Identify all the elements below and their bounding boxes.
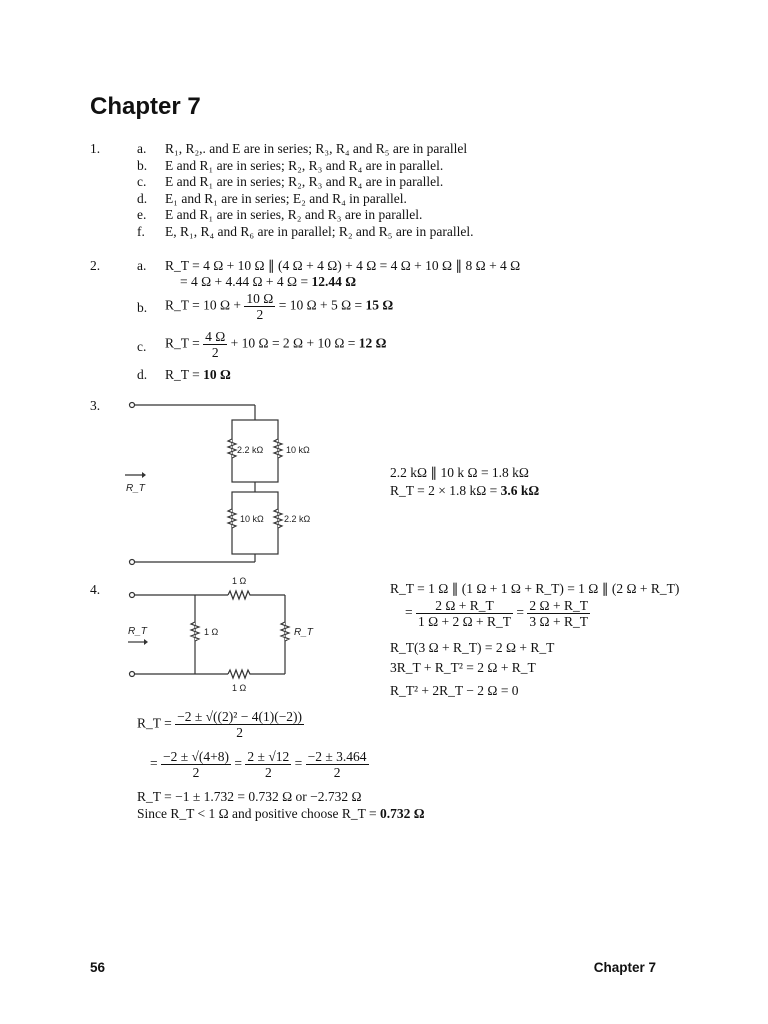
- problem-3-line1: 2.2 kΩ ∥ 10 k Ω = 1.8 kΩ: [390, 465, 529, 480]
- problem-4-eq5: R_T² + 2R_T − 2 Ω = 0: [390, 683, 519, 698]
- problem-2a-line2: = 4 Ω + 4.44 Ω + 4 Ω = 12.44 Ω: [180, 274, 356, 289]
- problem-2a-letter: a.: [137, 258, 147, 273]
- p4-rt-label: R_T: [128, 626, 147, 637]
- p4-r-rt-label: R_T: [294, 627, 313, 638]
- p3-r-top-right-label: 10 kΩ: [286, 445, 310, 455]
- p3-r-bot-left-label: 10 kΩ: [240, 514, 264, 524]
- problem-2b-equation: R_T = 10 Ω + $\frac{10 \Omega}{2}$ = 10 Ω + 5 Ω = 15 Ω: [165, 291, 394, 322]
- problem-2d-equation: R_T = 10 Ω: [165, 367, 231, 382]
- problem-1-item-text: E and R₁ are in series; R₂, R₃ and R₄ are in parallel.: [165, 174, 444, 189]
- problem-1-number: 1.: [90, 141, 101, 156]
- problem-2c-letter: c.: [137, 339, 147, 354]
- problem-4-number: 4.: [90, 582, 101, 597]
- problem-2a-line1: R_T = 4 Ω + 10 Ω ∥ (4 Ω + 4 Ω) + 4 Ω = 4 Ω + 10 Ω ∥ 8 Ω + 4 Ω: [165, 258, 521, 273]
- problem-1-item-text: E, R₁, R₄ and R₆ are in parallel; R₂ and R₅ are in parallel.: [165, 223, 474, 239]
- problem-1-item: [137, 224, 473, 241]
- problem-2d-letter: d.: [137, 367, 148, 382]
- p3-rt-label: R_T: [126, 483, 145, 494]
- problem-1-item: [137, 191, 473, 208]
- problem-4-eq2: = $\frac{2 \Omega + R\_T}{1 \Omega + 2 \Omega + R\_T}$ = $\frac{2 \Omega + R\_T}{3 \Omega + R\_T}$: [405, 598, 588, 629]
- p4-r-mid-label: 1 Ω: [204, 627, 219, 637]
- problem-3-number: 3.: [90, 398, 101, 413]
- problem-2c-equation: R_T = $\frac{4 \Omega}{2}$ + 10 Ω = 2 Ω + 10 Ω = 12 Ω: [165, 329, 387, 360]
- problem-3-circuit: [120, 395, 320, 570]
- chapter-title: Chapter 7: [90, 93, 201, 120]
- problem-1-item-letter: a.: [137, 141, 147, 156]
- problem-4-result1: R_T = −1 ± 1.732 = 0.732 Ω or −2.732 Ω: [137, 789, 362, 804]
- problem-1-item: [137, 207, 473, 224]
- problem-4-result2: Since R_T < 1 Ω and positive choose R_T = 0.732 Ω: [137, 806, 425, 821]
- p3-r-bot-right-label: 2.2 kΩ: [284, 514, 311, 524]
- problem-1-item-letter: b.: [137, 157, 148, 173]
- problem-4-quadratic: R_T = $\frac{\text{−2 ± √((2)² − 4(1)(−2))}}{2}$: [137, 709, 303, 740]
- problem-1-item-letter: d.: [137, 190, 148, 206]
- problem-2b-letter: b.: [137, 300, 148, 315]
- p4-r-bot-label: 1 Ω: [232, 683, 247, 693]
- footer-page-number: 56: [90, 960, 106, 975]
- problem-4-simplify: = $\frac{-2 \pm √(4+8)}{2}$ = $\frac{2 \pm √12}{2}$ = $\frac{-2 \pm 3.464}{2}$: [150, 749, 367, 780]
- p4-r-top-label: 1 Ω: [232, 576, 247, 586]
- problem-1-item: [137, 141, 473, 158]
- problem-1-item-text: E and R₁ are in series; R₂, R₃ and R₄ are in parallel.: [165, 157, 444, 173]
- p3-r-top-left-label: 2.2 kΩ: [237, 445, 264, 455]
- problem-3-line2: R_T = 2 × 1.8 kΩ = 3.6 kΩ: [390, 483, 540, 498]
- problem-1-item-letter: f.: [137, 223, 145, 239]
- problem-1-item-letter: c.: [137, 174, 147, 189]
- problem-1-item-text: E₁ and R₁ are in series; E₂ and R₄ in parallel.: [165, 190, 407, 206]
- problem-1-item: [137, 158, 473, 175]
- problem-1-item: [137, 174, 473, 191]
- footer-chapter: Chapter 7: [593, 960, 656, 975]
- problem-4-circuit: [120, 570, 320, 698]
- problem-1-list: [137, 141, 473, 240]
- problem-4-eq4: 3R_T + R_T² = 2 Ω + R_T: [390, 660, 536, 675]
- problem-4-eq3: R_T(3 Ω + R_T) = 2 Ω + R_T: [390, 640, 555, 655]
- problem-1-item-text: E and R₁ are in series, R₂ and R₃ are in parallel.: [165, 207, 423, 222]
- problem-1-item-text: R₁, R₂,. and E are in series; R₃, R₄ and R₅ are in parallel: [165, 141, 468, 156]
- problem-1-item-letter: e.: [137, 207, 147, 222]
- problem-2-number: 2.: [90, 258, 101, 273]
- problem-4-eq1: R_T = 1 Ω ∥ (1 Ω + 1 Ω + R_T) = 1 Ω ∥ (2 Ω + R_T): [390, 581, 680, 596]
